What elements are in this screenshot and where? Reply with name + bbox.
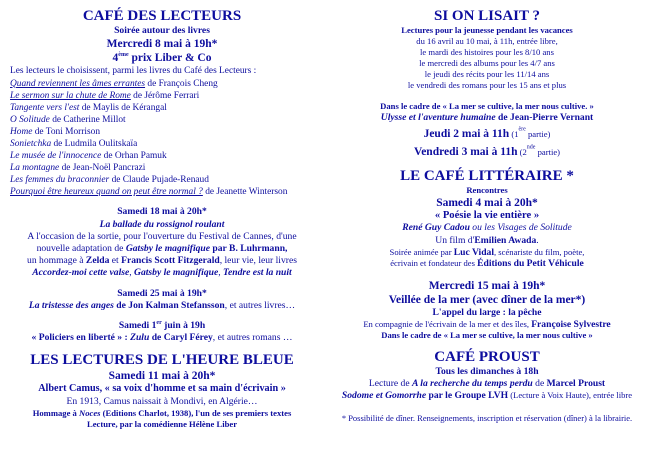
- film-director: Emilien Awada: [474, 234, 537, 246]
- book-list-item: [6, 186, 318, 198]
- ballade-l4-book-1: Accordez-moi cette valse: [32, 267, 130, 279]
- ballade-l4-sep-2: ,: [218, 267, 224, 279]
- prize-rest: prix Liber & Co: [128, 52, 212, 65]
- ulysse-author: de Jean-Pierre Vernant: [495, 112, 594, 123]
- tristesse-author: de Jon Kalman Stefansson: [113, 299, 225, 311]
- book-author: de François Cheng: [145, 78, 218, 89]
- ulysse-date-2-text: Vendredi 3 mai à 11h: [413, 146, 518, 159]
- book-author: de Maylis de Kérangal: [79, 102, 167, 113]
- ballade-l3-and: et: [109, 255, 122, 267]
- ballade-l3-rest: , leur vie, leur livres: [219, 255, 297, 267]
- book-title: O Solitude: [10, 114, 50, 125]
- policiers-date-b: juin à 19h: [161, 320, 206, 332]
- si-on-lisait-title: SI ON LISAIT ?: [433, 8, 541, 24]
- cafe-lecteurs-date: Mercredi 8 mai à 19h*: [106, 38, 218, 51]
- ballade-l4-book-2: Gatsby le magnifique: [134, 267, 219, 279]
- footnote: * Possibilité de dîner. Renseignements, inscription et réservation (dîner) à la librairie.: [341, 412, 633, 423]
- tristesse-date: Samedi 25 mai à 19h*: [117, 287, 207, 299]
- heure-bleue-l3a: Hommage à: [32, 407, 79, 418]
- cafe-lecteurs-title: CAFÉ DES LECTEURS: [82, 8, 242, 24]
- ballade-l4-book-3: Tendre est la nuit: [223, 267, 292, 279]
- policiers-date: [6, 320, 318, 332]
- si-on-lisait-line-6: le vendredi des romans pour les 15 ans et plus: [407, 80, 567, 90]
- tristesse-line: [6, 300, 318, 312]
- ulysse-book: Ulysse et l'aventure humaine: [380, 112, 496, 123]
- si-on-lisait-line-1: Lectures pour la jeunesse pendant les vacances: [401, 25, 573, 35]
- cafe-litteraire-sub: Rencontres: [466, 185, 508, 196]
- book-list-item: [6, 78, 318, 90]
- host-name: Luc Vidal: [453, 246, 494, 258]
- book-author: de Toni Morrison: [32, 126, 101, 137]
- publisher-name: Éditions du Petit Véhicule: [477, 257, 584, 269]
- ulysse-date-2-note-a: (2: [517, 147, 527, 158]
- ballade-l3-fitzgerald: Francis Scott Fitzgerald: [121, 255, 220, 267]
- ballade-l3-zelda: Zelda: [85, 255, 110, 267]
- cafe-litteraire-quote: « Poésie la vie entière »: [434, 210, 540, 222]
- tristesse-book: La tristesse des anges: [28, 299, 114, 311]
- ulysse-date-1-text: Jeudi 2 mai à 11h: [423, 128, 510, 141]
- policiers-date-sup: er: [156, 319, 162, 326]
- cafe-litteraire-line-4: [330, 258, 644, 269]
- cafe-litteraire-line-2: [330, 235, 644, 247]
- si-on-lisait-line-5: le jeudi des récits pour les 11/14 ans: [424, 69, 550, 79]
- cadou-or: ou: [469, 222, 485, 234]
- cafe-litteraire-line-3: [330, 247, 644, 258]
- cafe-lecteurs-intro: Les lecteurs le choisissent, parmi les livres du Café des Lecteurs :: [10, 66, 257, 77]
- tristesse-section: [6, 288, 318, 312]
- cafe-des-lecteurs-section: [6, 8, 318, 198]
- ballade-l2-book: Gatsby le magnifique: [125, 243, 211, 255]
- prize-title: [6, 51, 318, 65]
- book-title: Tangente vers l'est: [10, 102, 80, 113]
- heure-bleue-noces: Noces: [79, 407, 101, 418]
- veillee-guest: Françoise Sylvestre: [531, 319, 611, 331]
- book-list-item: [6, 138, 318, 150]
- prize-number: 4: [112, 52, 119, 65]
- book-title: Les femmes du braconnier: [10, 175, 110, 186]
- proust-book: A la recherche du temps perdu: [412, 378, 533, 390]
- film-period: .: [536, 234, 539, 246]
- book-title: Le sermon sur la chute de Rome: [10, 90, 131, 101]
- heure-bleue-line-1: Albert Camus, « sa voix d'homme et sa main d'écrivain »: [38, 383, 286, 395]
- book-list-item: [6, 114, 318, 126]
- book-author: de Ludmila Oulitskaïa: [51, 138, 138, 149]
- film-by: Un film d': [435, 234, 475, 246]
- policiers-date-a: Samedi 1: [118, 320, 157, 332]
- heure-bleue-actress: Hélène Liber: [189, 418, 238, 429]
- veillee-section: [330, 279, 644, 341]
- si-on-lisait-line-4: le mercredi des albums pour les 4/7 ans: [419, 58, 555, 68]
- right-column: [330, 8, 644, 424]
- ballade-l3-text: un hommage à: [27, 255, 86, 267]
- policiers-quote: « Policiers en liberté » :: [31, 332, 131, 344]
- ulysse-section: [330, 101, 644, 160]
- book-list-item: [6, 162, 318, 174]
- policiers-book: Zulu: [130, 332, 150, 344]
- book-title: Pourquoi être heureux quand on peut être normal ?: [10, 187, 203, 198]
- si-on-lisait-line-3: le mardi des histoires pour les 8/10 ans: [420, 47, 554, 57]
- book-list-item: [6, 174, 318, 186]
- book-author: de Jean-Noël Pancrazi: [59, 163, 146, 174]
- ballade-title: La ballade du rossignol roulant: [99, 218, 225, 230]
- policiers-line: [6, 332, 318, 344]
- host-by: Soirée animée par: [389, 246, 454, 257]
- ballade-l2-text: nouvelle adaptation de: [36, 243, 126, 255]
- ballade-line-4: [6, 267, 318, 279]
- proust-l1a: Lecture de: [368, 378, 413, 390]
- proust-author: Marcel Proust: [546, 378, 606, 390]
- book-author: de Catherine Millot: [49, 114, 126, 125]
- si-on-lisait-section: [330, 8, 644, 91]
- ulysse-date-1: [330, 124, 644, 142]
- book-author: de Jérôme Ferrari: [130, 90, 200, 101]
- host-desc: , scénariste du film, poète,: [494, 246, 585, 257]
- cafe-litteraire-line-1: [330, 222, 644, 234]
- cadou-name: René Guy Cadou: [402, 222, 470, 234]
- book-author: de Orhan Pamuk: [101, 151, 167, 162]
- ballade-line-3: [6, 255, 318, 267]
- cadou-subtitle: les Visages de Solitude: [484, 222, 572, 234]
- veillee-l1a: En compagnie de l'écrivain de la mer et des îles,: [363, 319, 532, 330]
- policiers-author: de Caryl Férey: [149, 332, 213, 344]
- tristesse-rest: , et autres livres…: [224, 299, 296, 311]
- proust-l2-rest: (Lecture à Voix Haute), entrée libre: [508, 390, 633, 401]
- heure-bleue-l3c: (Editions Charlot, 1938), l'un de ses premiers textes: [100, 407, 292, 418]
- cafe-proust-line-1: [330, 378, 644, 390]
- ulysse-cadre: Dans le cadre de « La mer se cultive, la mer nous cultive. »: [380, 101, 594, 111]
- book-list-item: [6, 90, 318, 102]
- heure-bleue-l4a: Lecture, par la comédienne: [86, 418, 190, 429]
- ulysse-date-1-sup: ère: [518, 126, 526, 133]
- heure-bleue-line-4: [6, 419, 318, 430]
- heure-bleue-line-2: En 1913, Camus naissait à Mondivi, en Algérie…: [66, 395, 258, 407]
- cafe-proust-sub: Tous les dimanches à 18h: [435, 366, 539, 378]
- founder-text: écrivain et fondateur des: [390, 257, 478, 268]
- si-on-lisait-line-2: du 16 avril au 10 mai, à 11h, entrée libre,: [416, 36, 558, 46]
- cafe-proust-section: [330, 349, 644, 403]
- cafe-litteraire-section: [330, 168, 644, 269]
- heure-bleue-section: [6, 352, 318, 429]
- policiers-section: [6, 320, 318, 344]
- book-list: [6, 78, 318, 199]
- proust-de: de: [532, 378, 547, 390]
- book-title: La montagne: [10, 163, 60, 174]
- veillee-line-1: [330, 319, 644, 330]
- veillee-sub: L'appel du large : la pêche: [432, 306, 542, 318]
- heure-bleue-line-3: [6, 408, 318, 419]
- book-title: Quand reviennent les âmes errantes: [10, 78, 146, 89]
- ulysse-date-2: [330, 142, 644, 160]
- proust-volume: Sodome et Gomorrhe: [341, 390, 427, 402]
- book-list-item: [6, 102, 318, 114]
- cafe-litteraire-date: Samedi 4 mai à 20h*: [436, 197, 538, 210]
- proust-group: par le Groupe LVH: [426, 390, 509, 402]
- ulysse-title-line: [330, 112, 644, 124]
- book-title: Home: [10, 126, 33, 137]
- book-author: de Claude Pujade-Renaud: [109, 175, 209, 186]
- book-list-item: [6, 150, 318, 162]
- veillee-date: Mercredi 15 mai à 19h*: [428, 279, 546, 292]
- ballade-l2-director: par B. Luhrmann,: [210, 243, 288, 255]
- cafe-proust-title: CAFÉ PROUST: [434, 349, 540, 366]
- book-title: Le musée de l'innocence: [10, 151, 102, 162]
- ulysse-date-2-note-b: partie): [535, 147, 561, 158]
- cafe-proust-line-2: [330, 390, 644, 402]
- ballade-l4-sep-1: ,: [129, 267, 135, 279]
- left-column: [6, 8, 318, 430]
- book-title: Sonietchka: [10, 138, 52, 149]
- prize-sup: ème: [118, 52, 129, 59]
- cafe-lecteurs-subtitle: Soirée autour des livres: [114, 25, 210, 36]
- ballade-line-1: A l'occasion de la sortie, pour l'ouverture du Festival de Cannes, d'une: [27, 230, 297, 242]
- ballade-section: [6, 206, 318, 279]
- ballade-line-2: [6, 243, 318, 255]
- heure-bleue-title: LES LECTURES DE L'HEURE BLEUE: [30, 352, 294, 369]
- heure-bleue-date: Samedi 11 mai à 20h*: [108, 370, 216, 383]
- cafe-litteraire-title: LE CAFÉ LITTÉRAIRE *: [400, 168, 574, 185]
- veillee-line-2: Dans le cadre de « La mer se cultive, la mer nous cultive »: [381, 330, 593, 341]
- book-author: de Jeanette Winterson: [202, 187, 288, 198]
- veillee-title: Veillée de la mer (avec dîner de la mer*): [388, 293, 586, 306]
- ulysse-date-2-sup: nde: [526, 144, 536, 151]
- ulysse-date-1-note-b: partie): [525, 129, 551, 140]
- book-list-item: [6, 126, 318, 138]
- ballade-date: Samedi 18 mai à 20h*: [117, 206, 207, 218]
- ulysse-date-1-note-a: (1: [509, 129, 519, 140]
- policiers-rest: , et autres romans …: [212, 332, 293, 344]
